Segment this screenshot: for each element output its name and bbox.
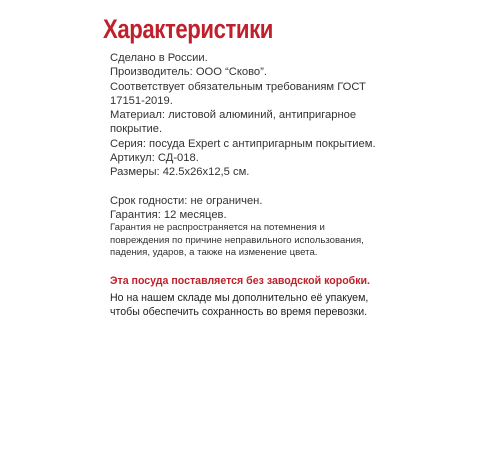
spec-material: Материал: листовой алюминий, антипригарное — [110, 109, 357, 122]
spec-material-cont: покрытие. — [110, 123, 163, 136]
warranty-note-line: Гарантия не распространяется на потемнения и — [110, 222, 325, 234]
specifications-block — [110, 51, 410, 259]
packaging-notice — [110, 274, 430, 319]
packaging-notice-line: Но на нашем складе мы дополнительно её упакуем, — [110, 292, 369, 304]
spec-origin: Сделано в России. — [110, 52, 208, 64]
spec-manufacturer: Производитель: ООО “Сково”. — [110, 66, 267, 79]
packaging-notice-title: Эта посуда поставляется без заводской коробки. — [110, 275, 370, 287]
warranty-note-line: падения, ударов, а также на изменение цвета. — [110, 247, 318, 259]
spec-standard-number: 17151-2019. — [110, 94, 173, 107]
spec-series: Серия: посуда Expert с антипригарным покрытием. — [110, 137, 376, 150]
spec-warranty: Гарантия: 12 месяцев. — [110, 208, 227, 221]
warranty-note — [110, 222, 410, 259]
spacer — [110, 180, 410, 194]
warranty-note-line: повреждения по причине неправильного использования, — [110, 234, 364, 246]
spec-article: Артикул: СД-018. — [110, 152, 199, 165]
packaging-notice-text — [110, 291, 430, 319]
spec-shelf-life: Срок годности: не ограничен. — [110, 194, 263, 207]
spec-standard: Соответствует обязательным требованиям ГОСТ — [110, 80, 366, 93]
spec-dimensions: Размеры: 42.5х26х12,5 см. — [110, 166, 250, 179]
packaging-notice-line: чтобы обеспечить сохранность во время перевозки. — [110, 306, 368, 319]
page-title: Характеристики — [103, 14, 274, 44]
